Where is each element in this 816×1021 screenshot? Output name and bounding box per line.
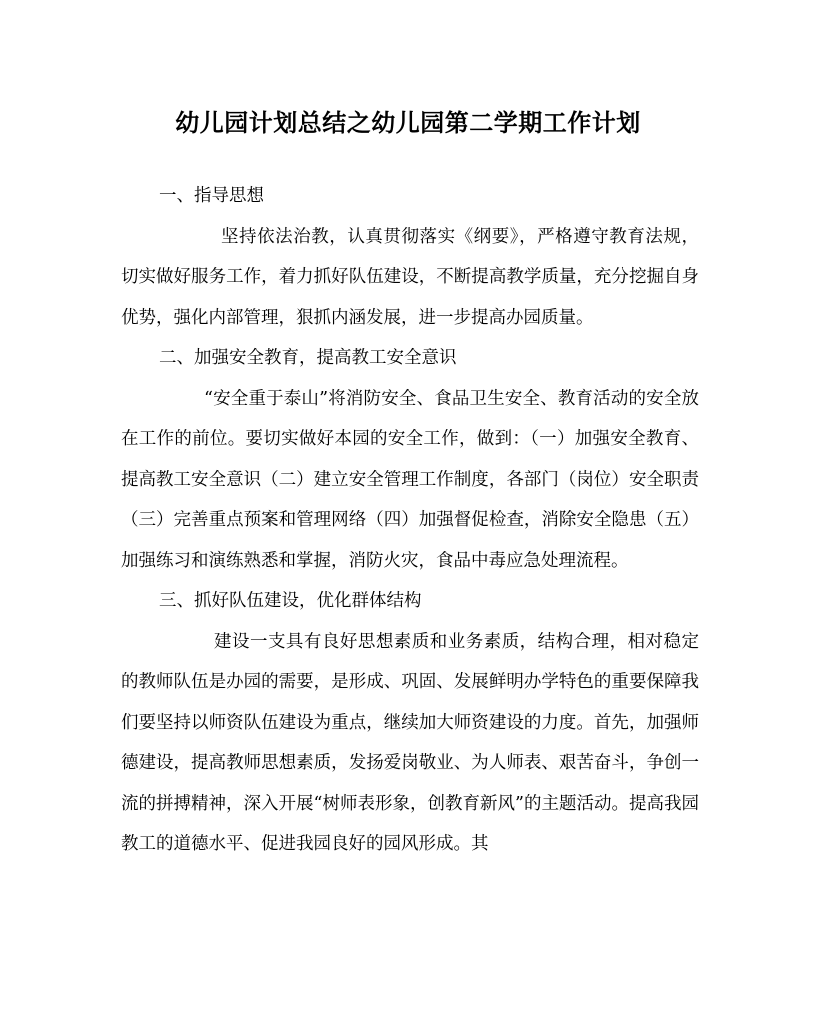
document-body (121, 176, 699, 865)
document-title: 幼儿园计划总结之幼儿园第二学期工作计划 (175, 108, 641, 137)
section-paragraph-guiding-ideology: 坚持依法治教，认真贯彻落实《纲要》，严格遵守教育法规，切实做好服务工作，着力抓好队伍建设，不断提高教学质量，充分挖掘自身优势，强化内部管理，狠抓内涵发展，进一步提高办园质量。 (121, 226, 699, 328)
section-paragraph-team-building: 建设一支具有良好思想素质和业务素质，结构合理，相对稳定的教师队伍是办园的需要，是形成、巩固、发展鲜明办学特色的重要保障我们要坚持以师资队伍建设为重点，继续加大师资建设的力度。首先，加强师德建设，提高教师思想素质，发扬爱岗敬业、为人师表、艰苦奋斗，争创一流的拼搏精神，深入开展“树师表形象，创教育新风”的主题活动。提高我园教工的道德水平、促进我园良好的园风形成。其 (121, 631, 699, 854)
section-heading-team-building: 三、抓好队伍建设，优化群体结构 (159, 591, 422, 611)
section-heading-safety-education: 二、加强安全教育，提高教工安全意识 (159, 348, 457, 368)
section-heading-guiding-ideology: 一、指导思想 (159, 186, 264, 206)
section-paragraph-safety-education: “安全重于泰山”将消防安全、食品卫生安全、教育活动的安全放在工作的前位。要切实做好本园的安全工作，做到：（一）加强安全教育、提高教工安全意识（二）建立安全管理工作制度，各部门（岗位）安全职责（三）完善重点预案和管理网络（四）加强督促检查，消除安全隐患（五）加强练习和演练熟悉和掌握，消防火灾，食品中毒应急处理流程。 (121, 388, 699, 571)
